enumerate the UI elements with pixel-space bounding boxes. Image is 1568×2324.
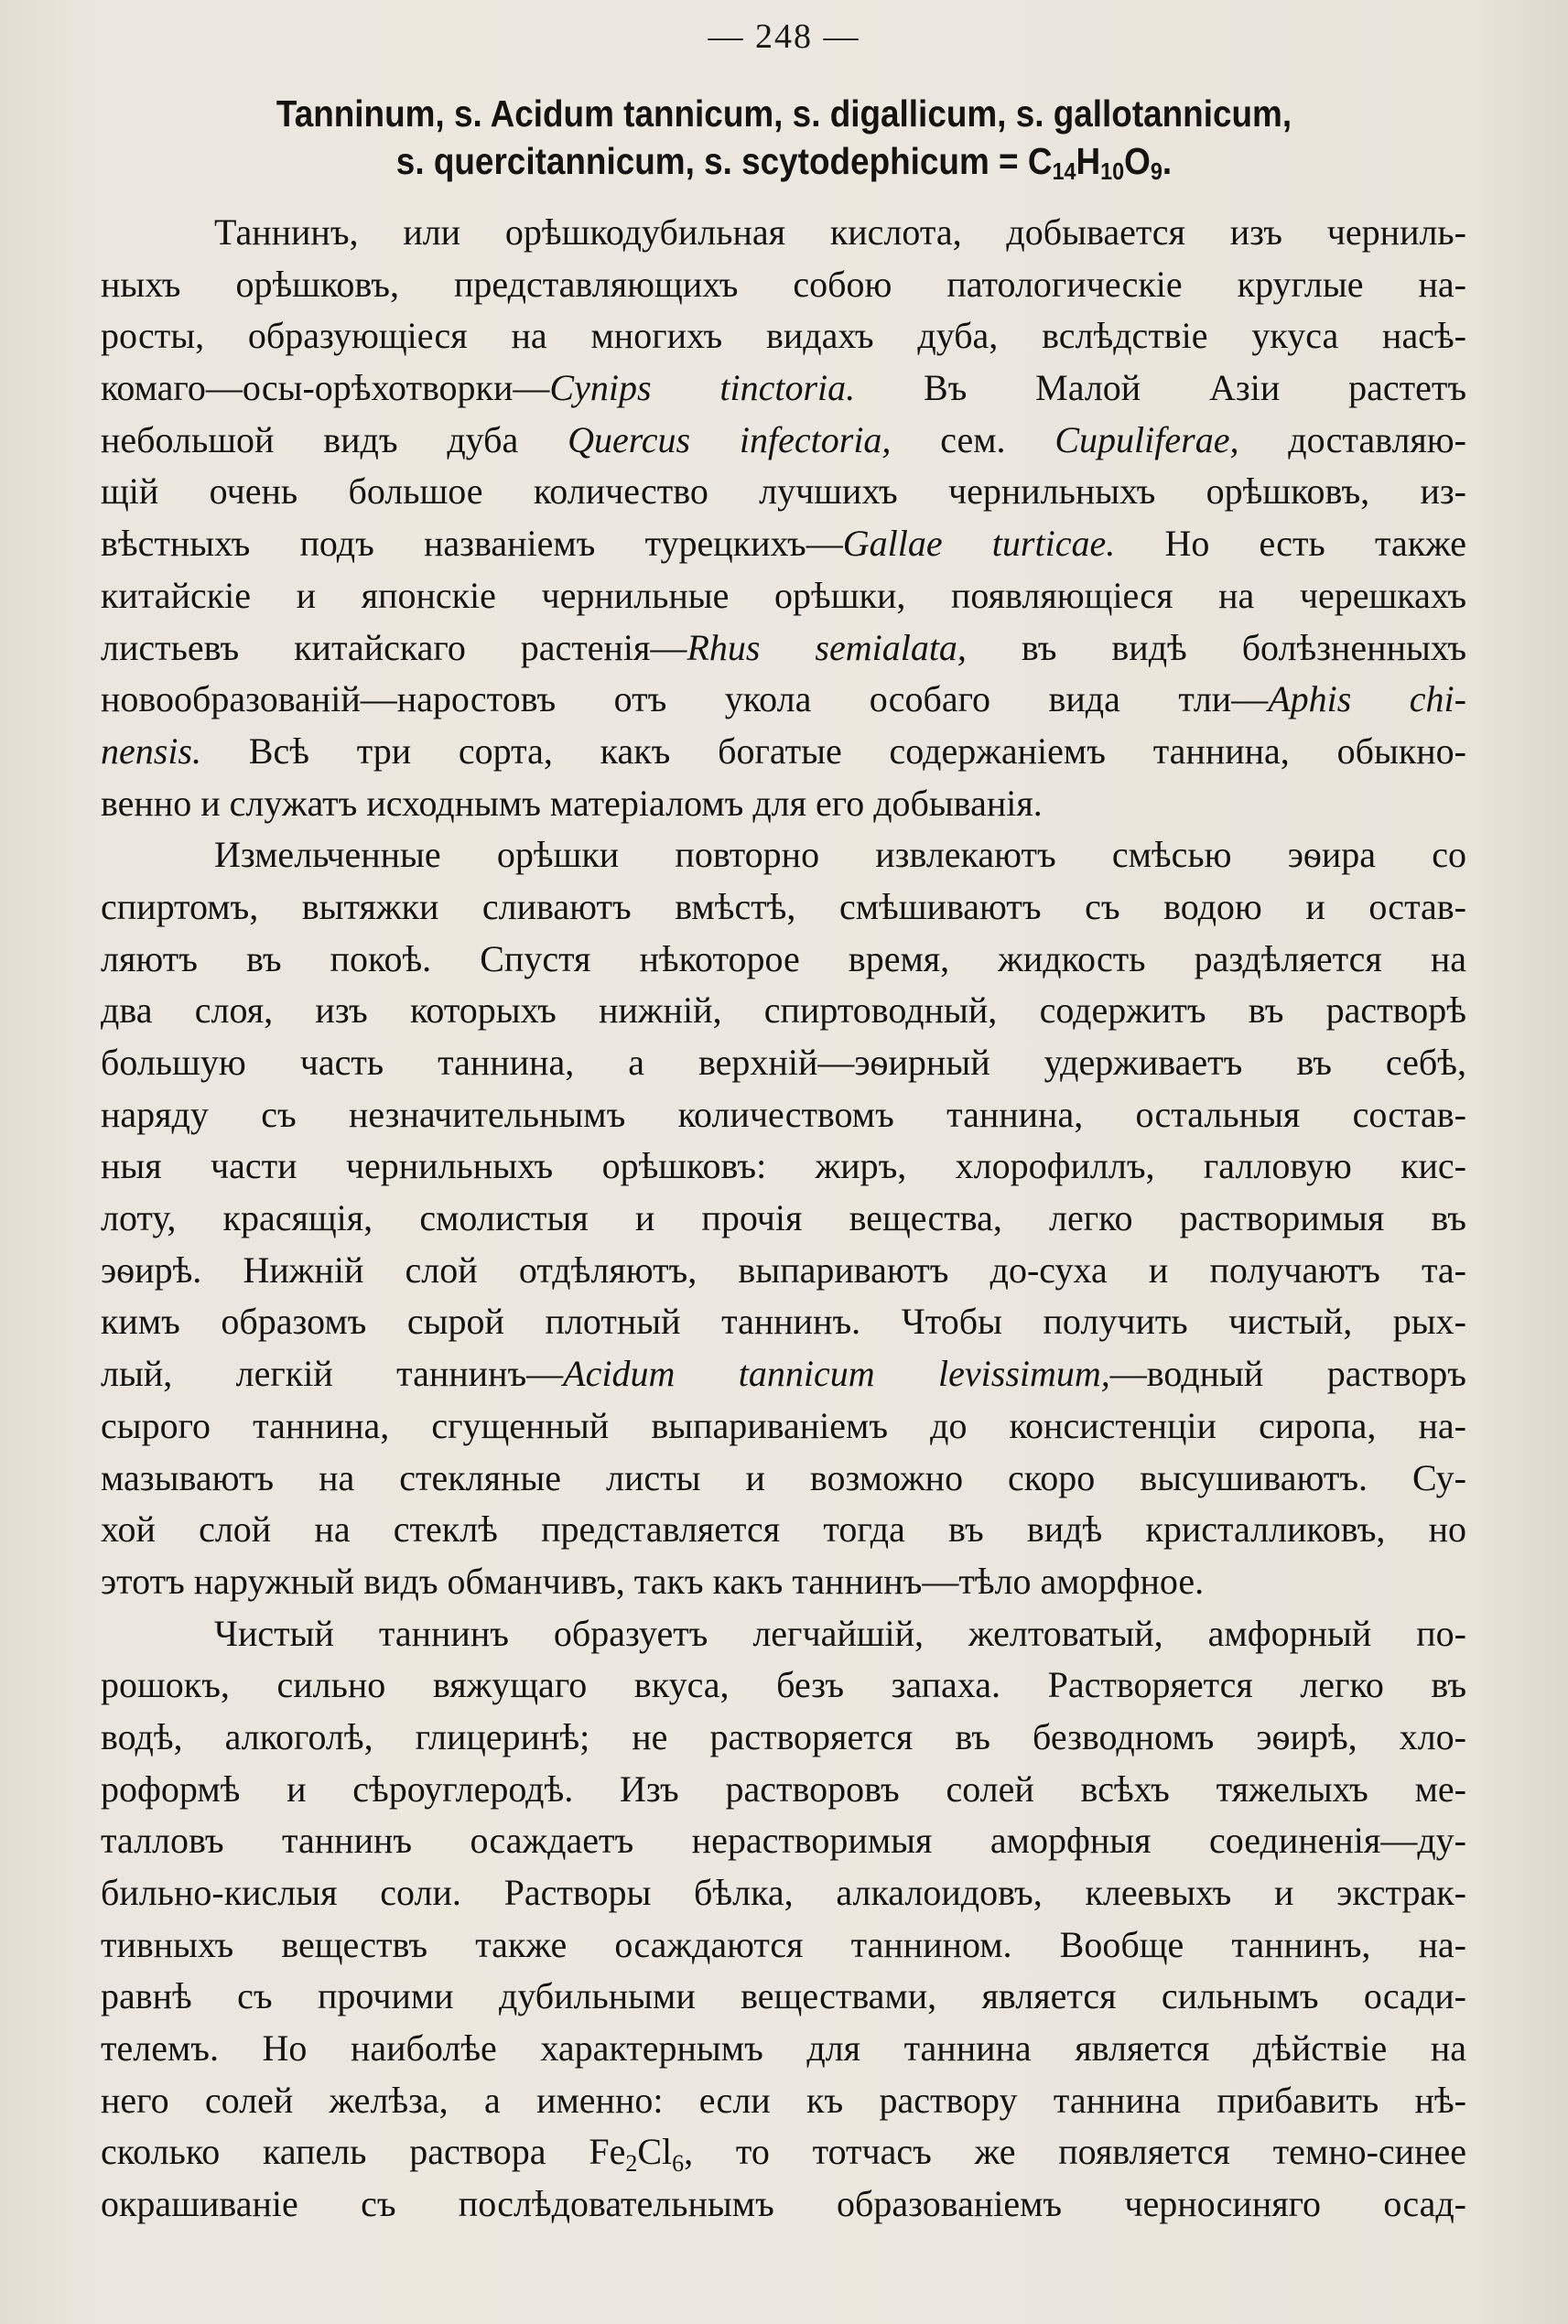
text-line: равнѣ съ прочими дубильными веществами, является сильнымъ осади- [101, 1975, 1466, 2017]
text-line: наряду съ незначительнымъ количествомъ таннина, остальныя состав- [101, 1093, 1466, 1135]
paragraph-2 [101, 829, 1466, 1607]
latin-term: Cynips tinctoria. [549, 367, 856, 409]
text-line: него солей желѣза, а именно: если къ раствору таннина прибавить нѣ- [101, 2079, 1466, 2121]
text-line: телемъ. Но наиболѣе характернымъ для таннина является дѣйствіе на [101, 2027, 1466, 2070]
text-line: два слоя, изъ которыхъ нижній, спиртоводный, содержитъ въ растворѣ [101, 989, 1466, 1032]
text-line: ныя части чернильныхъ орѣшковъ: жиръ, хлорофиллъ, галловую кис- [101, 1145, 1466, 1187]
text-line: большую часть таннина, а верхній—эѳирный удерживаетъ въ себѣ, [101, 1042, 1466, 1083]
text-line: Чистый таннинъ образуетъ легчайшій, желтоватый, амфорный по- [214, 1612, 1466, 1654]
text-line: водѣ, алкоголѣ, глицеринѣ; не растворяется въ безводномъ эѳирѣ, хло- [101, 1715, 1466, 1757]
text-line: комаго—осы-орѣхотворки—Cynips tinctoria. Въ Малой Азіи растетъ [101, 367, 1466, 409]
text-line: Измельченные орѣшки повторно извлекаютъ смѣсью эѳира со [214, 834, 1466, 876]
page-number: — 248 — [708, 17, 860, 56]
text-line: лый, легкій таннинъ—Acidum tannicum levissimum,—водный растворъ [101, 1353, 1466, 1395]
text-line: эѳирѣ. Нижній слой отдѣляютъ, выпариваютъ до-суха и получаютъ та- [101, 1248, 1466, 1291]
text-line: небольшой видъ дуба Quercus infectoria, сем. Cupuliferae, доставляю- [101, 418, 1466, 460]
text-line: nensis. Всѣ три сорта, какъ богатые содержаніемъ таннина, обыкно- [101, 730, 1466, 772]
text-line: росты, образующіеся на многихъ видахъ дуба, вслѣдствіе укуса насѣ- [101, 315, 1466, 357]
text-line: сырого таннина, сгущенный выпариваніемъ до консистенціи сиропа, на- [101, 1404, 1466, 1446]
body-text [101, 207, 1466, 2231]
text-line: Таннинъ, или орѣшкодубильная кислота, добывается изъ черниль- [214, 211, 1466, 253]
text-line: спиртомъ, вытяжки сливаютъ вмѣстѣ, смѣшиваютъ съ водою и остав- [101, 885, 1466, 927]
text-line: кимъ образомъ сырой плотный таннинъ. Чтобы получить чистый, рых- [101, 1301, 1466, 1343]
text-line: мазываютъ на стекляные листы и возможно скоро высушиваютъ. Су- [101, 1456, 1466, 1498]
heading-line-1: Tanninum, s. Acidum tannicum, s. digallicum, s. gallotannicum, [276, 92, 1292, 135]
text-line: новообразованій—наростовъ отъ укола особаго вида тли—Aphis chi- [101, 678, 1466, 720]
text-line: вѣстныхъ подъ названіемъ турецкихъ—Gallae turticae. Но есть также [101, 523, 1466, 565]
text-line: окрашиваніе съ послѣдовательнымъ образованіемъ черносиняго осад- [101, 2183, 1466, 2225]
text-line: бильно-кислыя соли. Растворы бѣлка, алкалоидовъ, клеевыхъ и экстрак- [101, 1872, 1466, 1913]
text-line: тивныхъ веществъ также осаждаются таннином. Вообще таннинъ, на- [101, 1923, 1466, 1965]
latin-term: nensis. [101, 730, 201, 772]
text-line: китайскіе и японскіе чернильные орѣшки, появляющіеся на черешкахъ [101, 574, 1466, 616]
text-line: этотъ наружный видъ обманчивъ, такъ какъ таннинъ—тѣло аморфное. [101, 1560, 1205, 1602]
text-line: щій очень большое количество лучшихъ чернильныхъ орѣшковъ, из- [101, 470, 1466, 513]
text-line: рошокъ, сильно вяжущаго вкуса, безъ запаха. Растворяется легко въ [101, 1664, 1466, 1706]
text-line: хой слой на стеклѣ представляется тогда въ видѣ кристалликовъ, но [101, 1508, 1466, 1551]
text-line: венно и служатъ исходнымъ матеріаломъ для его добыванія. [101, 782, 1043, 824]
latin-term: Acidum tannicum levissimum, [563, 1353, 1110, 1395]
latin-term: Cupuliferae, [1054, 418, 1239, 460]
text-line: лоту, красящія, смолистыя и прочія вещества, легко растворимыя въ [101, 1197, 1466, 1239]
text-line: сколько капель раствора $Fe_2Cl_6$, то тотчасъ же появляется темно-синее [101, 2131, 1466, 2178]
section-heading [161, 90, 1408, 195]
text-line: ныхъ орѣшковъ, представляющихъ собою патологическіе круглые на- [101, 263, 1466, 305]
text-line: талловъ таннинъ осаждаетъ нерастворимыя аморфныя соединенія—ду- [101, 1820, 1466, 1862]
text-line: ляютъ въ покоѣ. Спустя нѣкоторое время, жидкость раздѣляется на [101, 937, 1466, 979]
latin-term: Rhus semialata, [687, 626, 967, 668]
latin-term: Quercus infectoria, [568, 418, 892, 460]
latin-term: Gallae turticae. [842, 523, 1116, 565]
text-line: роформѣ и сѣроуглеродѣ. Изъ растворовъ солей всѣхъ тяжелыхъ ме- [101, 1767, 1466, 1810]
heading-line-2: s. quercitannicum, s. scytodephicum = C14H10O9. [395, 140, 1173, 185]
paragraph-3 [101, 1608, 1466, 2231]
latin-term: Aphis chi- [1268, 678, 1466, 720]
paragraph-1 [101, 207, 1466, 829]
text-line: листьевъ китайскаго растенія—Rhus semialata, въ видѣ болѣзненныхъ [101, 626, 1466, 668]
